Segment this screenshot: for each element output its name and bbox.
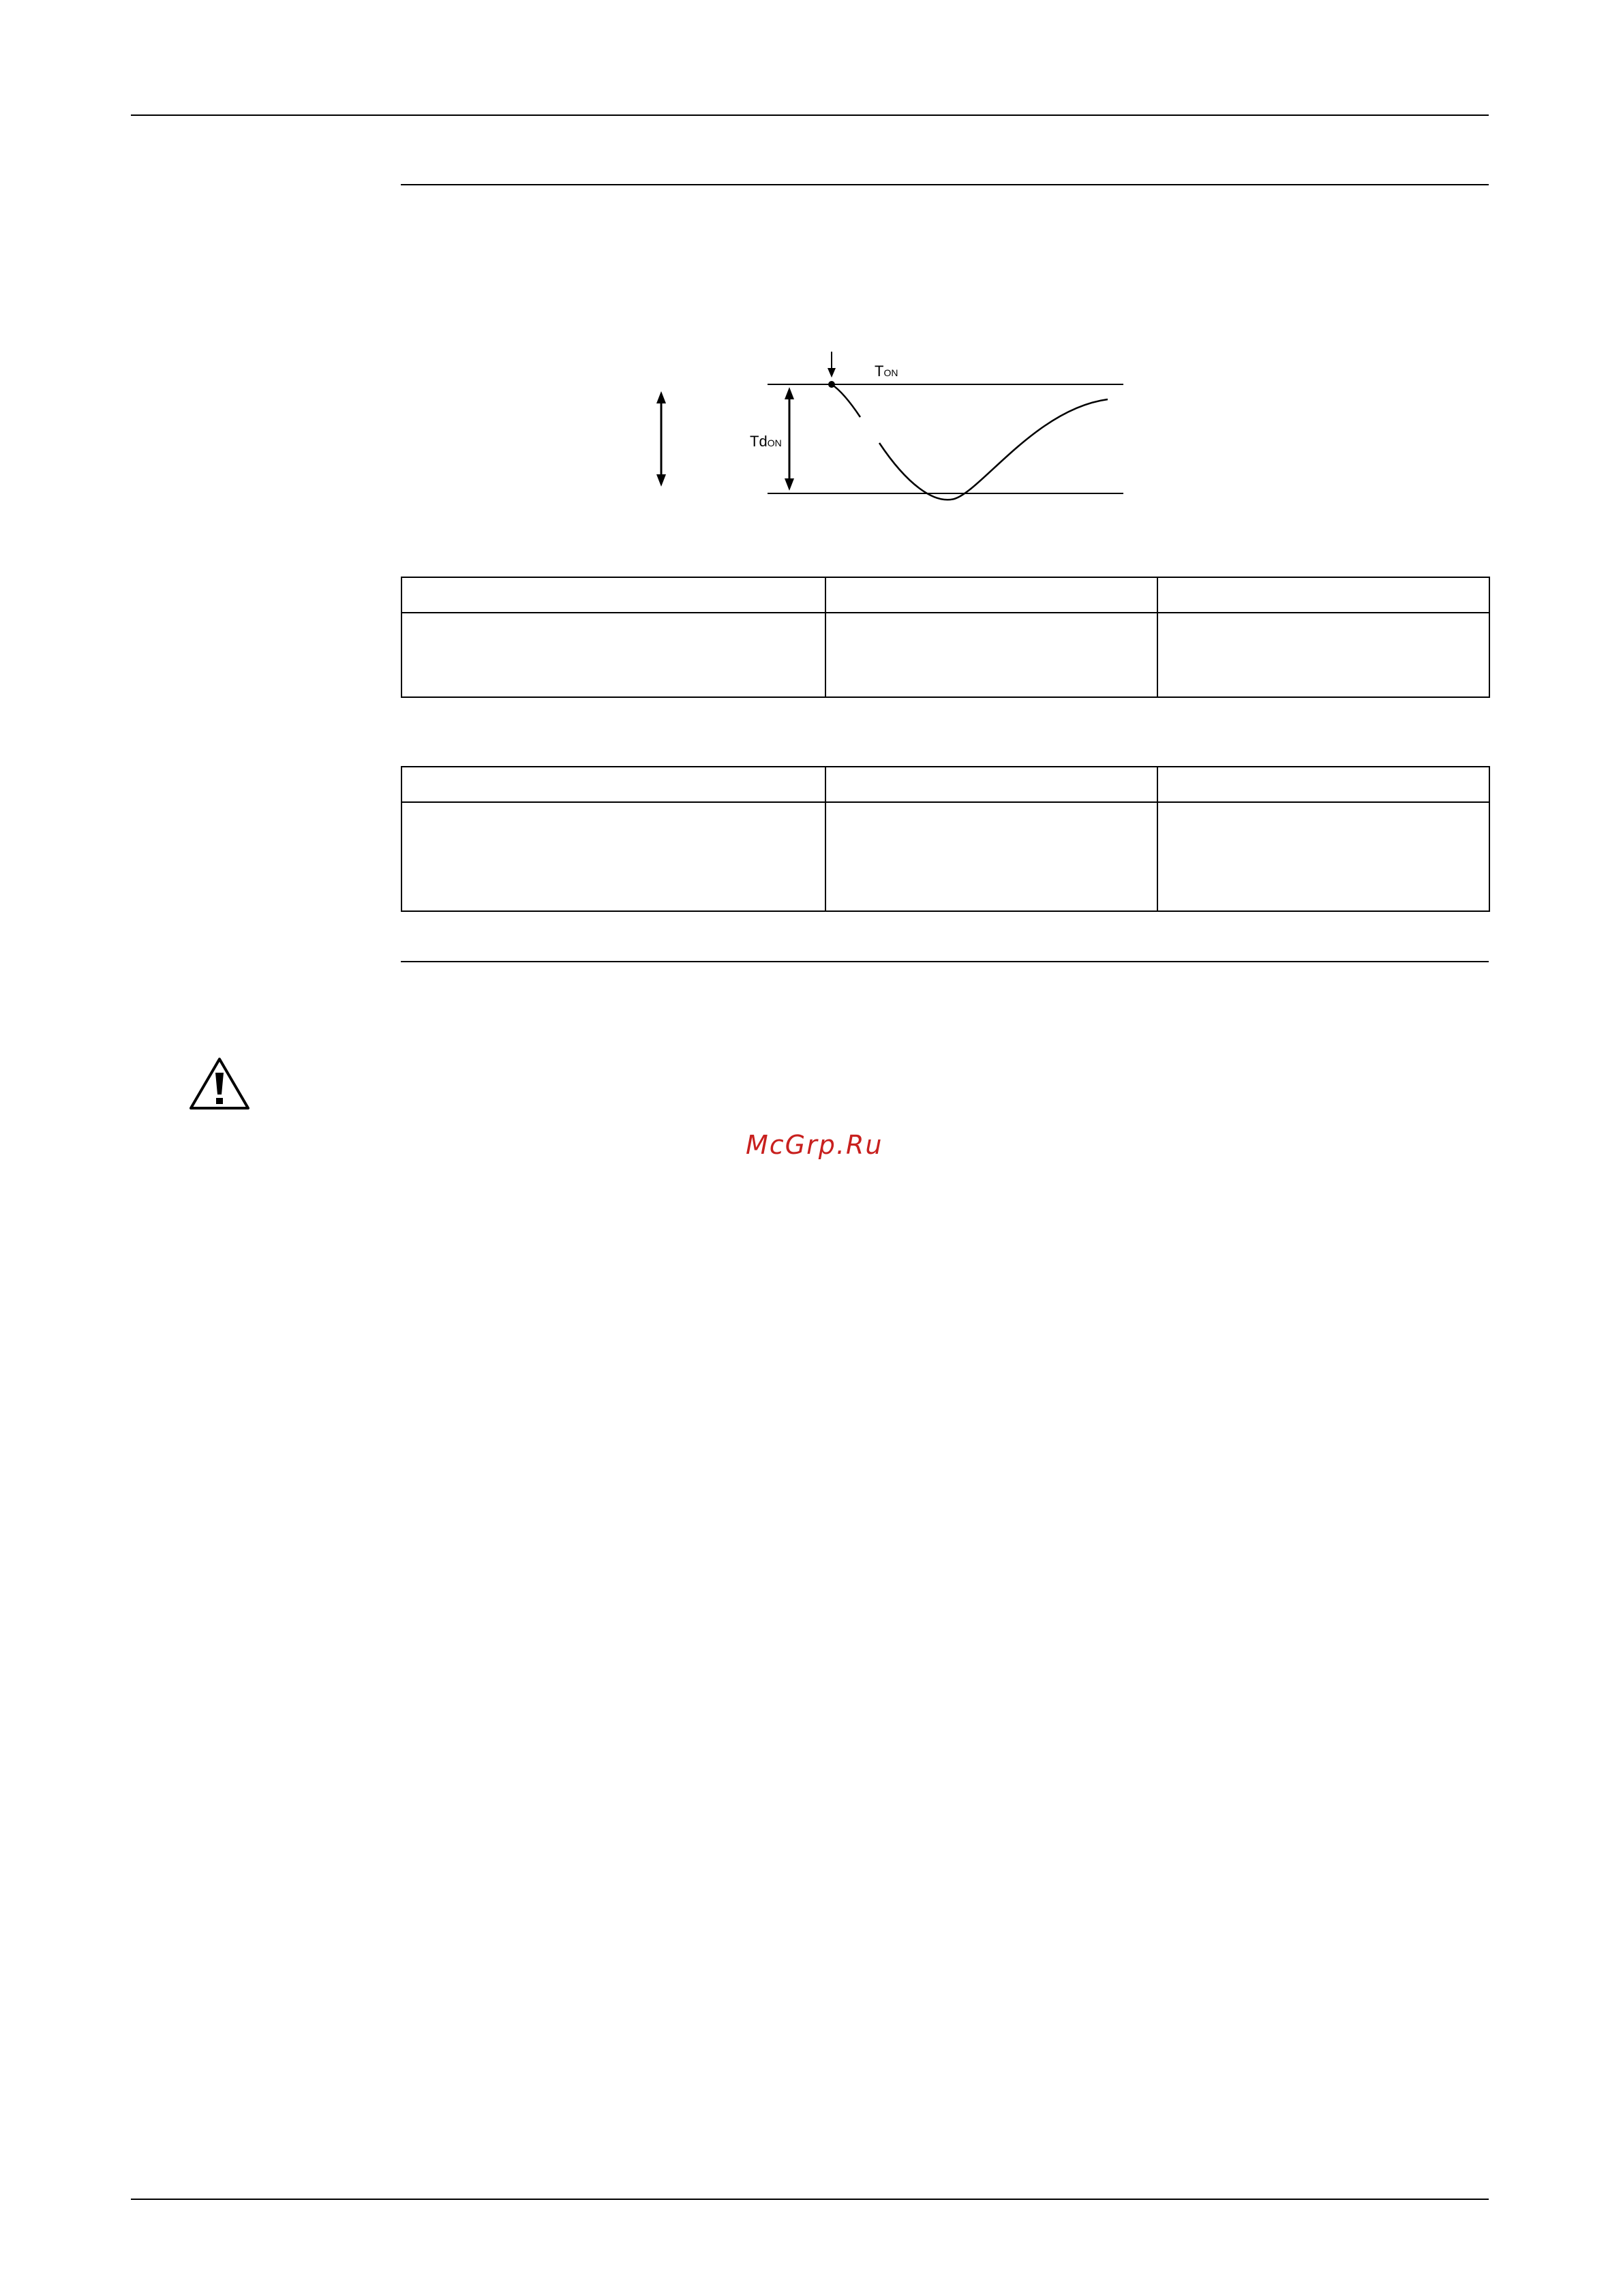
table-row [401, 802, 1489, 911]
table-header-cell [825, 767, 1157, 802]
settings-table-2 [401, 766, 1490, 912]
table-header-row [401, 767, 1489, 802]
tdon-label: TdON [750, 433, 782, 450]
table-cell [825, 802, 1157, 911]
table-cell [401, 802, 825, 911]
section-bottom-rule [401, 961, 1489, 962]
table-cell [1157, 802, 1489, 911]
table-header-cell [1157, 577, 1489, 613]
table-header-cell [401, 767, 825, 802]
table-header-cell [401, 577, 825, 613]
table-header-cell [1157, 767, 1489, 802]
table-cell [825, 613, 1157, 697]
start-down-arrow [828, 352, 836, 378]
watermark-text: McGrp.Ru [746, 1130, 883, 1160]
table-cell [1157, 613, 1489, 697]
table-row [401, 613, 1489, 697]
header-rule [131, 114, 1489, 116]
ton-label: TON [875, 363, 898, 380]
footer-rule [131, 2199, 1489, 2200]
table-cell [401, 613, 825, 697]
td-double-arrow [785, 387, 794, 491]
table-header-row [401, 577, 1489, 613]
table-header-cell [825, 577, 1157, 613]
temperature-curve-start [832, 384, 860, 417]
temperature-curve [879, 399, 1108, 500]
settings-table-1 [401, 577, 1490, 698]
warning-triangle-icon [188, 1055, 251, 1112]
section-top-rule [401, 184, 1489, 185]
temperature-control-diagram [613, 341, 1145, 518]
range-double-arrow [656, 391, 666, 487]
